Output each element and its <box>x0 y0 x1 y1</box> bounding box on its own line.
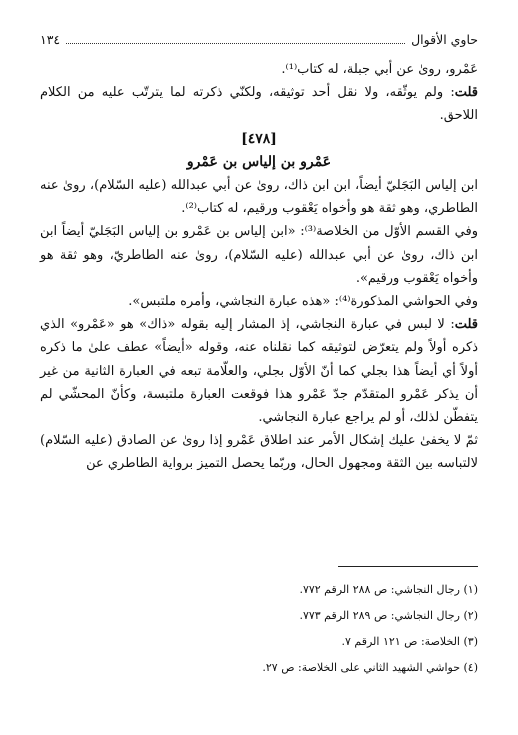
paragraph <box>40 313 478 429</box>
paragraph: ابن إلياس البَجَليّ أيضاً، ابن ابن ذاك، روىٰ عن أبي عبدالله (عليه السّلام)، رویٰ عنه الطاطري، وهو ثقة هو وأخواه يَعْقوب ورقيم، له كتاب⁽²⁾. <box>40 178 478 217</box>
running-header <box>40 32 478 47</box>
entry-number: [٤٧٨] <box>241 130 277 147</box>
page-number: ١٣٤ <box>40 32 61 47</box>
paragraph-text: : لا لبس في عبارة النجاشي، إذ المشار إليه بقوله «ذاك» هو «عَمْرو» الذي ذكره أولاً ولم يتعرّض لتوثيقه كما نقلناه عنه، وقوله «أيضاً» عطف علىٰ ما ذكره أولاً أي أيضاً هذا بجلي كما أنّ الأوّل بجلي، والعلّامة تبعه في العبارة الثانية من غير أن يذكر عَمْرو المتقدّم جدّ عَمْرو هذا فوقعت العبارة ملتبسة، وكأنّ المحشّي لم يتفطّن لذلك، أو لم يراجع عبارة النجاشي. <box>40 317 478 426</box>
paragraph: ثمّ لا يخفىٰ عليك إشكال الأمر عند اطلاق عَمْرو إذا روىٰ عن الصادق (عليه السّلام) لالتباسه بين الثقة ومجهول الحال، وربّما يحصل التميز برواية الطاطري عن <box>40 433 478 472</box>
footnote: (١) رجال النجاشي: ص ٢٨٨ الرقم ٧٧٢. <box>299 583 478 596</box>
leader-dots <box>66 43 405 44</box>
footnote: (٤) حواشي الشهيد الثاني على الخلاصة: ص ٢٧. <box>262 661 478 674</box>
paragraph: وفي القسم الأوّل من الخلاصة⁽³⁾: «ابن إلياس بن عَمْرو بن إلياس البَجَليّ أيضاً ابن ابن ذاك، روىٰ عن أبي عبدالله (عليه السّلام)، روىٰ عنه الطاطريّ، وهو ثقة هو وأخواه يَعْقوب ورقيم». <box>40 224 478 286</box>
footnote-rule <box>338 566 478 567</box>
paragraph: وفي الحواشي المذكورة⁽⁴⁾: «هذه عبارة النجاشي، وأمره ملتبس». <box>128 294 478 310</box>
paragraph: عَمْرو، رویٰ عن أبي جبلة، له كتاب⁽¹⁾. <box>281 62 478 77</box>
running-title: حاوي الأقوال <box>411 32 478 47</box>
footnote: (٣) الخلاصة: ص ١٢١ الرقم ٧. <box>341 635 478 648</box>
qultu-label: قلت <box>454 317 478 333</box>
paragraph <box>40 81 478 127</box>
main-text <box>40 58 478 476</box>
entry-title: عَمْرو بن إلياس بن عَمْرو <box>186 153 332 170</box>
paragraph-text: : ولم يوثّقه، ولا نقل أحد توثيقه، ولكنّي ذكرته لما يترتّب عليه من الكلام اللاحق. <box>40 85 478 124</box>
footnotes <box>40 577 478 681</box>
footnote: (٢) رجال النجاشي: ص ٢٨٩ الرقم ٧٧٣. <box>299 609 478 622</box>
qultu-label: قلت <box>454 85 478 101</box>
